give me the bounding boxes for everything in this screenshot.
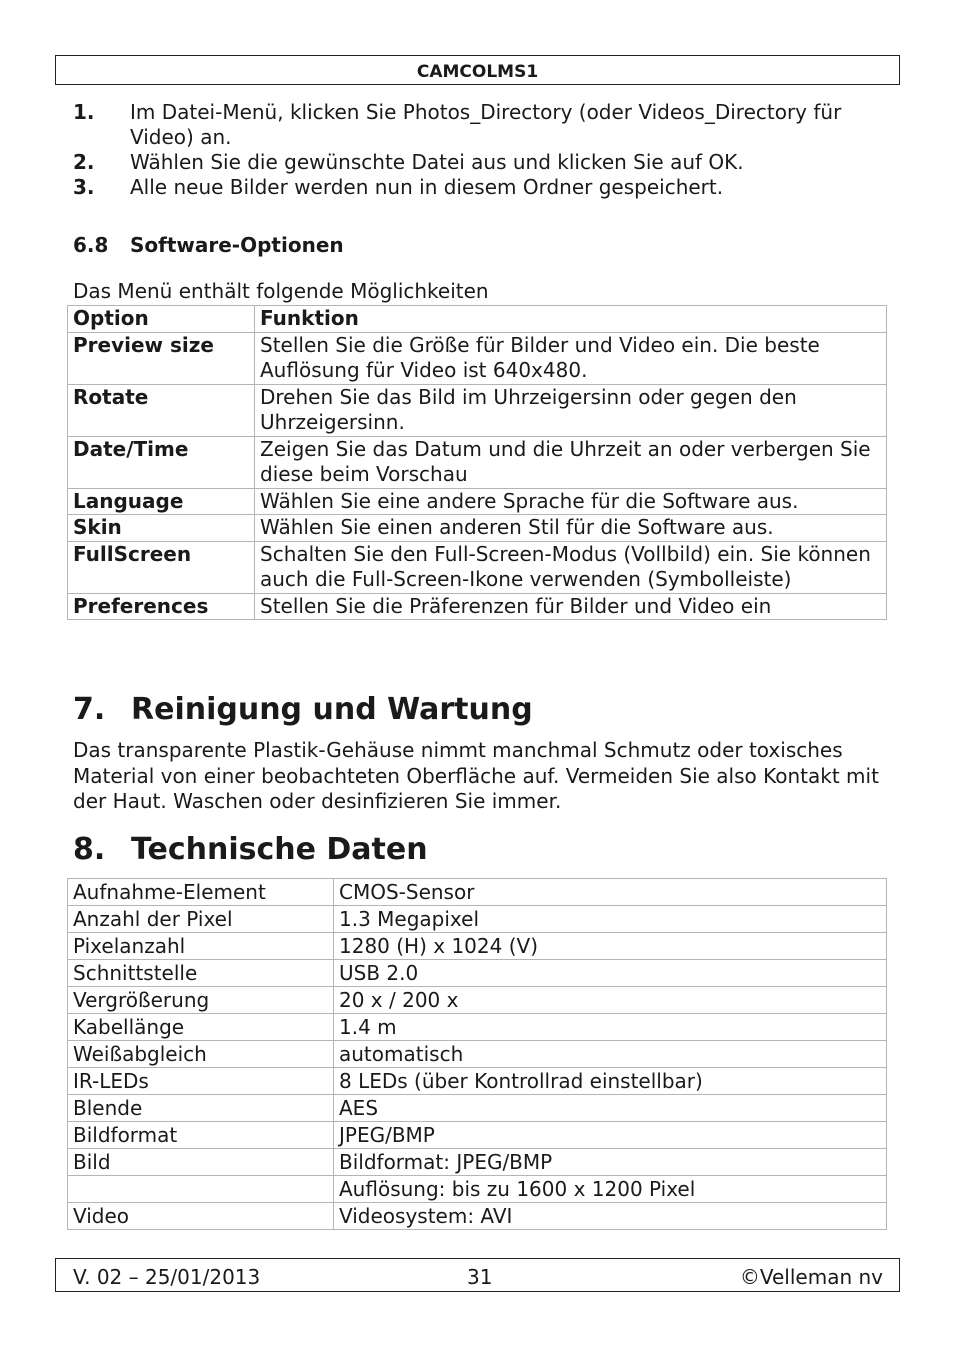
table-header-row xyxy=(68,306,887,333)
spec-value: automatisch xyxy=(334,1041,887,1068)
spec-value: 1.3 Megapixel xyxy=(334,906,887,933)
footer-page-number: 31 xyxy=(467,1265,493,1289)
section-8-heading xyxy=(73,832,428,867)
table-row xyxy=(68,515,887,542)
table-row xyxy=(68,933,887,960)
spec-label: Video xyxy=(68,1203,334,1230)
header-cell: Funktion xyxy=(255,306,887,333)
step-number: 3. xyxy=(73,175,95,199)
spec-label xyxy=(68,1176,334,1203)
section-title: Software-Optionen xyxy=(130,233,344,257)
option-name: Preferences xyxy=(68,593,255,620)
table-row xyxy=(68,987,887,1014)
spec-label: Bildformat xyxy=(68,1122,334,1149)
step-item xyxy=(73,175,873,200)
table-row xyxy=(68,1176,887,1203)
option-function: Stellen Sie die Präferenzen für Bilder und Video ein xyxy=(255,593,887,620)
section-7-paragraph: Das transparente Plastik-Gehäuse nimmt manchmal Schmutz oder toxisches Material von einer beobachteten Oberfläche auf. Vermeiden Sie also Kontakt mit der Haut. Waschen oder desinfizieren Sie immer. xyxy=(73,738,879,813)
option-name: Rotate xyxy=(68,384,255,436)
table-row xyxy=(68,1095,887,1122)
option-name: Preview size xyxy=(68,332,255,384)
steps-list xyxy=(73,100,873,200)
spec-label: Kabellänge xyxy=(68,1014,334,1041)
options-table xyxy=(67,305,887,620)
header-title: CAMCOLMS1 xyxy=(55,55,900,85)
table-row xyxy=(68,593,887,620)
tech-specs-table xyxy=(67,878,887,1230)
step-number: 1. xyxy=(73,100,95,124)
spec-label: Aufnahme-Element xyxy=(68,879,334,906)
table-row xyxy=(68,1122,887,1149)
option-function: Stellen Sie die Größe für Bilder und Video ein. Die beste Auflösung für Video ist 640x480. xyxy=(255,332,887,384)
spec-value: AES xyxy=(334,1095,887,1122)
table-row xyxy=(68,1149,887,1176)
spec-value: USB 2.0 xyxy=(334,960,887,987)
step-text: Im Datei-Menü, klicken Sie Photos_Directory (oder Videos_Directory für Video) an. xyxy=(130,100,842,149)
spec-label: Schnittstelle xyxy=(68,960,334,987)
option-function: Drehen Sie das Bild im Uhrzeigersinn oder gegen den Uhrzeigersinn. xyxy=(255,384,887,436)
spec-label: Bild xyxy=(68,1149,334,1176)
spec-label: Anzahl der Pixel xyxy=(68,906,334,933)
table-row xyxy=(68,960,887,987)
table-row xyxy=(68,384,887,436)
spec-value: Videosystem: AVI xyxy=(334,1203,887,1230)
spec-label: Vergrößerung xyxy=(68,987,334,1014)
option-name: FullScreen xyxy=(68,541,255,593)
spec-label: IR-LEDs xyxy=(68,1068,334,1095)
section-title: Reinigung und Wartung xyxy=(131,692,533,727)
table-row xyxy=(68,906,887,933)
page-footer xyxy=(55,1258,900,1292)
option-name: Language xyxy=(68,488,255,515)
option-function: Zeigen Sie das Datum und die Uhrzeit an oder verbergen Sie diese beim Vorschau xyxy=(255,436,887,488)
section-number: 6.8 xyxy=(73,233,109,257)
section-title: Technische Daten xyxy=(131,832,428,867)
option-function: Schalten Sie den Full-Screen-Modus (Vollbild) ein. Sie können auch die Full-Screen-Ikone verwenden (Symbolleiste) xyxy=(255,541,887,593)
step-text: Alle neue Bilder werden nun in diesem Ordner gespeichert. xyxy=(130,175,724,199)
option-function: Wählen Sie eine andere Sprache für die Software aus. xyxy=(255,488,887,515)
spec-value: Auflösung: bis zu 1600 x 1200 Pixel xyxy=(334,1176,887,1203)
step-text: Wählen Sie die gewünschte Datei aus und klicken Sie auf OK. xyxy=(130,150,744,174)
footer-copyright: ©Velleman nv xyxy=(739,1265,883,1289)
table-row xyxy=(68,541,887,593)
header-cell: Option xyxy=(68,306,255,333)
spec-value: 20 x / 200 x xyxy=(334,987,887,1014)
table-row xyxy=(68,488,887,515)
table-row xyxy=(68,1203,887,1230)
spec-label: Blende xyxy=(68,1095,334,1122)
section-number: 8. xyxy=(73,832,106,867)
spec-value: Bildformat: JPEG/BMP xyxy=(334,1149,887,1176)
spec-value: CMOS-Sensor xyxy=(334,879,887,906)
spec-label: Weißabgleich xyxy=(68,1041,334,1068)
table-row xyxy=(68,1014,887,1041)
spec-value: 1.4 m xyxy=(334,1014,887,1041)
table-row xyxy=(68,332,887,384)
spec-value: JPEG/BMP xyxy=(334,1122,887,1149)
section-6-8-heading xyxy=(73,233,344,257)
step-item xyxy=(73,100,873,150)
spec-label: Pixelanzahl xyxy=(68,933,334,960)
section-7-heading xyxy=(73,692,533,727)
option-name: Date/Time xyxy=(68,436,255,488)
table-row xyxy=(68,879,887,906)
table-row xyxy=(68,436,887,488)
footer-version: V. 02 – 25/01/2013 xyxy=(73,1265,261,1289)
options-intro: Das Menü enthält folgende Möglichkeiten xyxy=(73,279,489,303)
spec-value: 1280 (H) x 1024 (V) xyxy=(334,933,887,960)
step-item xyxy=(73,150,873,175)
section-number: 7. xyxy=(73,692,106,727)
option-function: Wählen Sie einen anderen Stil für die Software aus. xyxy=(255,515,887,542)
table-row xyxy=(68,1068,887,1095)
spec-value: 8 LEDs (über Kontrollrad einstellbar) xyxy=(334,1068,887,1095)
step-number: 2. xyxy=(73,150,95,174)
table-row xyxy=(68,1041,887,1068)
option-name: Skin xyxy=(68,515,255,542)
